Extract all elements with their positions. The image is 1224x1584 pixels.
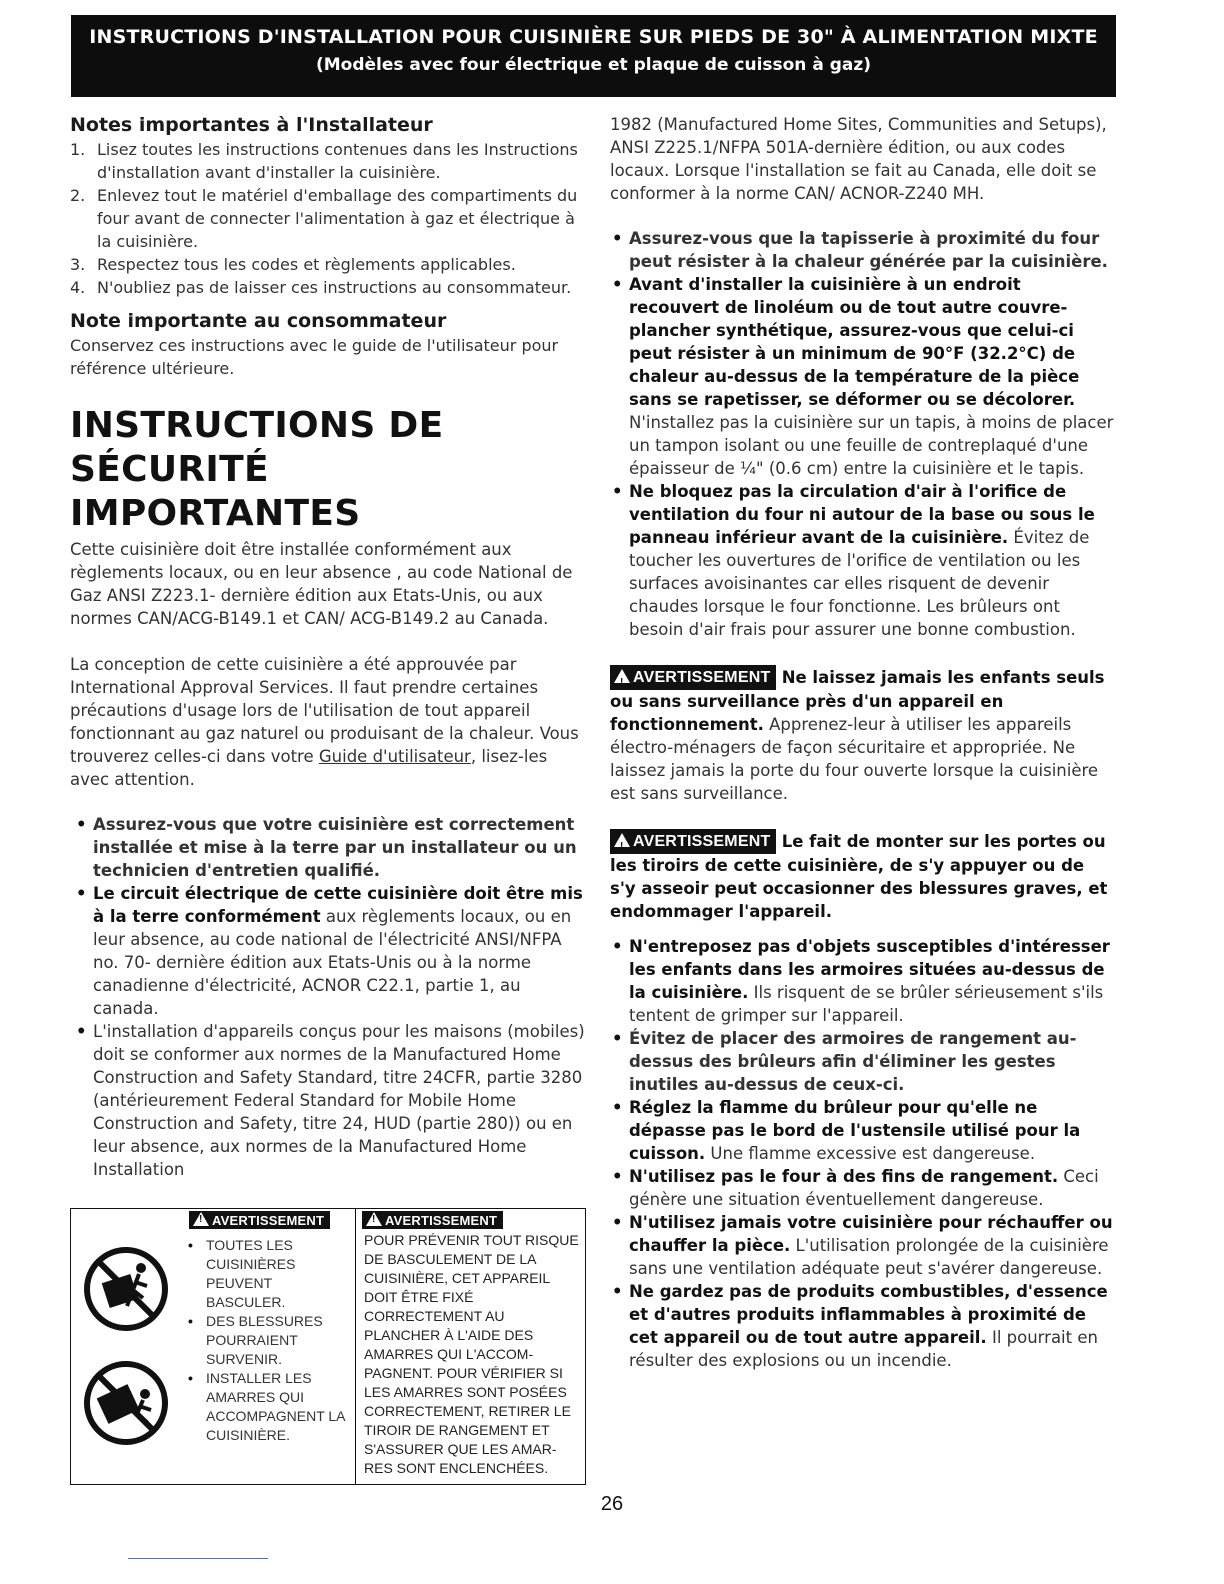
- list-item: 3. Respectez tous les codes et règlements applicables.: [70, 255, 516, 274]
- list-item: • N'entreposez pas d'objets susceptibles d'intéresser les enfants dans les armoires situées au-dessus de la cuisinière. Ils risquent de se brûler sérieusement s'ils tentent de grimper sur l'appareil.: [610, 935, 1115, 1027]
- header-title: INSTRUCTIONS D'INSTALLATION POUR CUISINIÈRE SUR PIEDS DE 30" À ALIMENTATION MIXTE: [89, 26, 1098, 48]
- list-item: • Le circuit électrique de cette cuisinière doit être mis à la terre conformément aux règlements locaux, ou en leur absence, au code national de l'électricité ANSI/NFPA no. 70- dernière édition aux Etats-Unis ou à la norme canadienne d'électricité, ACNOR C22.1, partie 1, au canada.: [74, 882, 585, 1020]
- climbing-warning: !AVERTISSEMENT Le fait de monter sur les portes ou les tiroirs de cette cuisinière, de s'y appuyer ou de s'y asseoir peut occasionner des blessures graves, et endommager l'appareil.: [610, 829, 1115, 923]
- warning-badge: ! AVERTISSEMENT: [362, 1211, 503, 1229]
- installer-notes-heading: Notes importantes à l'Installateur: [70, 114, 433, 136]
- list-item: • Ne bloquez pas la circulation d'air à l'orifice de ventilation du four ni autour de la base ou sous le panneau inférieur avant de la cuisinière. Évitez de toucher les ouvertures de l'orifice de ventilation ou les surfaces avoisinantes car elles risquent de devenir chaudes lorsque le four fonctionne. Les brûleurs ont besoin d'air frais pour assurer une bonne combustion.: [610, 480, 1115, 641]
- list-item: • TOUTES LES CUISINIÈRES PEUVENT BASCULER.: [186, 1236, 346, 1312]
- safety-design-text: La conception de cette cuisinière a été approuvée par International Approval Services. Il faut prendre certaines précautions d'usage lors de l'utilisation de tout appareil fonctionnant au gaz naturel ou produisant de la chaleur. Vous trouverez celles-ci dans votre Guide d'utilisateur, lisez-les avec attention.: [70, 655, 579, 789]
- safety-title: INSTRUCTIONS DE SÉCURITÉ IMPORTANTES: [70, 405, 444, 534]
- list-item: • Ne gardez pas de produits combustibles, d'essence et d'autres produits inflammables à proximité de cet appareil ou de tout autre appareil. Il pourrait en résulter des explosions ou un incendie.: [610, 1280, 1115, 1372]
- right-bullets-1: [610, 227, 1115, 641]
- list-item: • L'installation d'appareils conçus pour les maisons (mobiles) doit se conformer aux normes de la Manufactured Home Construction and Safety Standard, titre 24CFR, partie 3280 (antérieurement Federal Standard for Mobile Home Construction and Safety, titre 24, HUD (partie 280)) ou en leur absence, aux normes de la Manufactured Home Installation: [74, 1020, 585, 1181]
- warning-triangle-icon: [366, 1212, 382, 1226]
- warning-badge: !AVERTISSEMENT: [189, 1211, 330, 1229]
- list-item: • INSTALLER LES AMARRES QUI ACCOMPAGNENT LA CUISINIÈRE.: [186, 1369, 346, 1445]
- box-divider: [355, 1209, 356, 1484]
- list-item: • N'utilisez jamais votre cuisinière pour réchauffer ou chauffer la pièce. L'utilisation prolongée de la cuisinière sans une ventilation adéquate peut s'avérer dangereuse.: [610, 1211, 1115, 1280]
- warning-triangle-icon: [614, 833, 630, 847]
- list-item: • Évitez de placer des armoires de rangement au-dessus des brûleurs afin d'éliminer les gestes inutiles au-dessus de ceux-ci.: [610, 1027, 1115, 1096]
- user-guide-link[interactable]: Guide d'utilisateur: [318, 747, 471, 766]
- warning-badge: !AVERTISSEMENT: [610, 829, 776, 854]
- list-item: • N'utilisez pas le four à des fins de rangement. Ceci génère une situation éventuellement dangereuse.: [610, 1165, 1115, 1211]
- warning-triangle-icon: [614, 669, 630, 683]
- box-left-text: [186, 1236, 346, 1445]
- footer-line: [128, 1558, 268, 1559]
- page-number: 26: [600, 1493, 624, 1515]
- list-item: 1. Lisez toutes les instructions contenues dans les Instructions d'installation avant d'installer la cuisinière.: [70, 140, 578, 182]
- safety-bullets: [70, 813, 585, 1181]
- box-right-text: POUR PRÉVENIR TOUT RISQUE DE BASCULEMENT DE LA CUISINIÈRE, CET APPAREIL DOIT ÊTRE FIXÉ CORRECTEMENT AU PLANCHER À L'AIDE DES AMARRES QUI L'ACCOM-PAGNENT. POUR VÉRIFIER SI LES AMARRES SONT POSÉES CORRECTEMENT, RETIRER LE TIROIR DE RANGEMENT ET S'ASSURER QUE LES AMAR-RES SONT ENCLENCHÉES.: [364, 1232, 579, 1476]
- list-item: • Réglez la flamme du brûleur pour qu'elle ne dépasse pas le bord de l'ustensile utilisé pour la cuisson. Une flamme excessive est dangereuse.: [610, 1096, 1115, 1165]
- list-item: 4. N'oubliez pas de laisser ces instructions au consommateur.: [70, 278, 572, 297]
- tip-over-warning-box: [70, 1208, 586, 1485]
- no-climbing-icon: [83, 1360, 169, 1446]
- list-item: • Avant d'installer la cuisinière à un endroit recouvert de linoléum ou de tout autre couvre-plancher synthétique, assurez-vous que celui-ci peut résister à un minimum de 90°F (32.2°C) de chaleur au-dessus de la température de la pièce sans se rapetisser, se déformer ou se décolorer. N'installez pas la cuisinière sur un tapis, à moins de placer un tampon isolant ou une feuille de contreplaqué d'une épaisseur de ¼" (0.6 cm) entre la cuisinière et le tapis.: [610, 273, 1115, 480]
- right-bullets-2: [610, 935, 1115, 1372]
- list-item: • Assurez-vous que votre cuisinière est correctement installée et mise à la terre par un installateur ou un technicien d'entretien qualifié.: [74, 813, 585, 882]
- warning-badge: !AVERTISSEMENT: [610, 665, 776, 690]
- no-tipping-range-icon: [83, 1246, 169, 1332]
- list-item: 2. Enlevez tout le matériel d'emballage des compartiments du four avant de connecter l'alimentation à gaz et électrique à la cuisinière.: [70, 186, 578, 251]
- box-left-list: [186, 1236, 346, 1445]
- consumer-note-heading: Note importante au consommateur: [70, 310, 447, 332]
- consumer-note-text: Conservez ces instructions avec le guide de l'utilisateur pour référence ultérieure.: [70, 336, 559, 378]
- page-header: [71, 15, 1116, 97]
- installer-notes-list: [70, 138, 585, 299]
- right-column: [610, 113, 1115, 1372]
- list-item: • DES BLESSURES POURRAIENT SURVENIR.: [186, 1312, 346, 1369]
- list-item: • Assurez-vous que la tapisserie à proximité du four peut résister à la chaleur générée par la cuisinière.: [610, 227, 1115, 273]
- left-column: [70, 113, 585, 1181]
- warning-triangle-icon: [193, 1212, 209, 1226]
- header-subtitle: (Modèles avec four électrique et plaque de cuisson à gaz): [315, 55, 872, 75]
- continuation-text: 1982 (Manufactured Home Sites, Communities and Setups), ANSI Z225.1/NFPA 501A-dernière édition, ou aux codes locaux. Lorsque l'installation se fait au Canada, elle doit se conformer à la norme CAN/ ACNOR-Z240 MH.: [610, 115, 1107, 203]
- children-warning: !AVERTISSEMENT Ne laissez jamais les enfants seuls ou sans surveillance près d'un appareil en fonctionnement. Apprenez-leur à utiliser les appareils électro-ménagers de façon sécuritaire et appropriée. Ne laissez jamais la porte du four ouverte lorsque la cuisinière est sans surveillance.: [610, 665, 1115, 805]
- safety-intro: Cette cuisinière doit être installée conformément aux règlements locaux, ou en leur absence , au code National de Gaz ANSI Z223.1- dernière édition aux Etats-Unis, ou aux normes CAN/ACG-B149.1 et CAN/ ACG-B149.2 au Canada.: [70, 540, 573, 628]
